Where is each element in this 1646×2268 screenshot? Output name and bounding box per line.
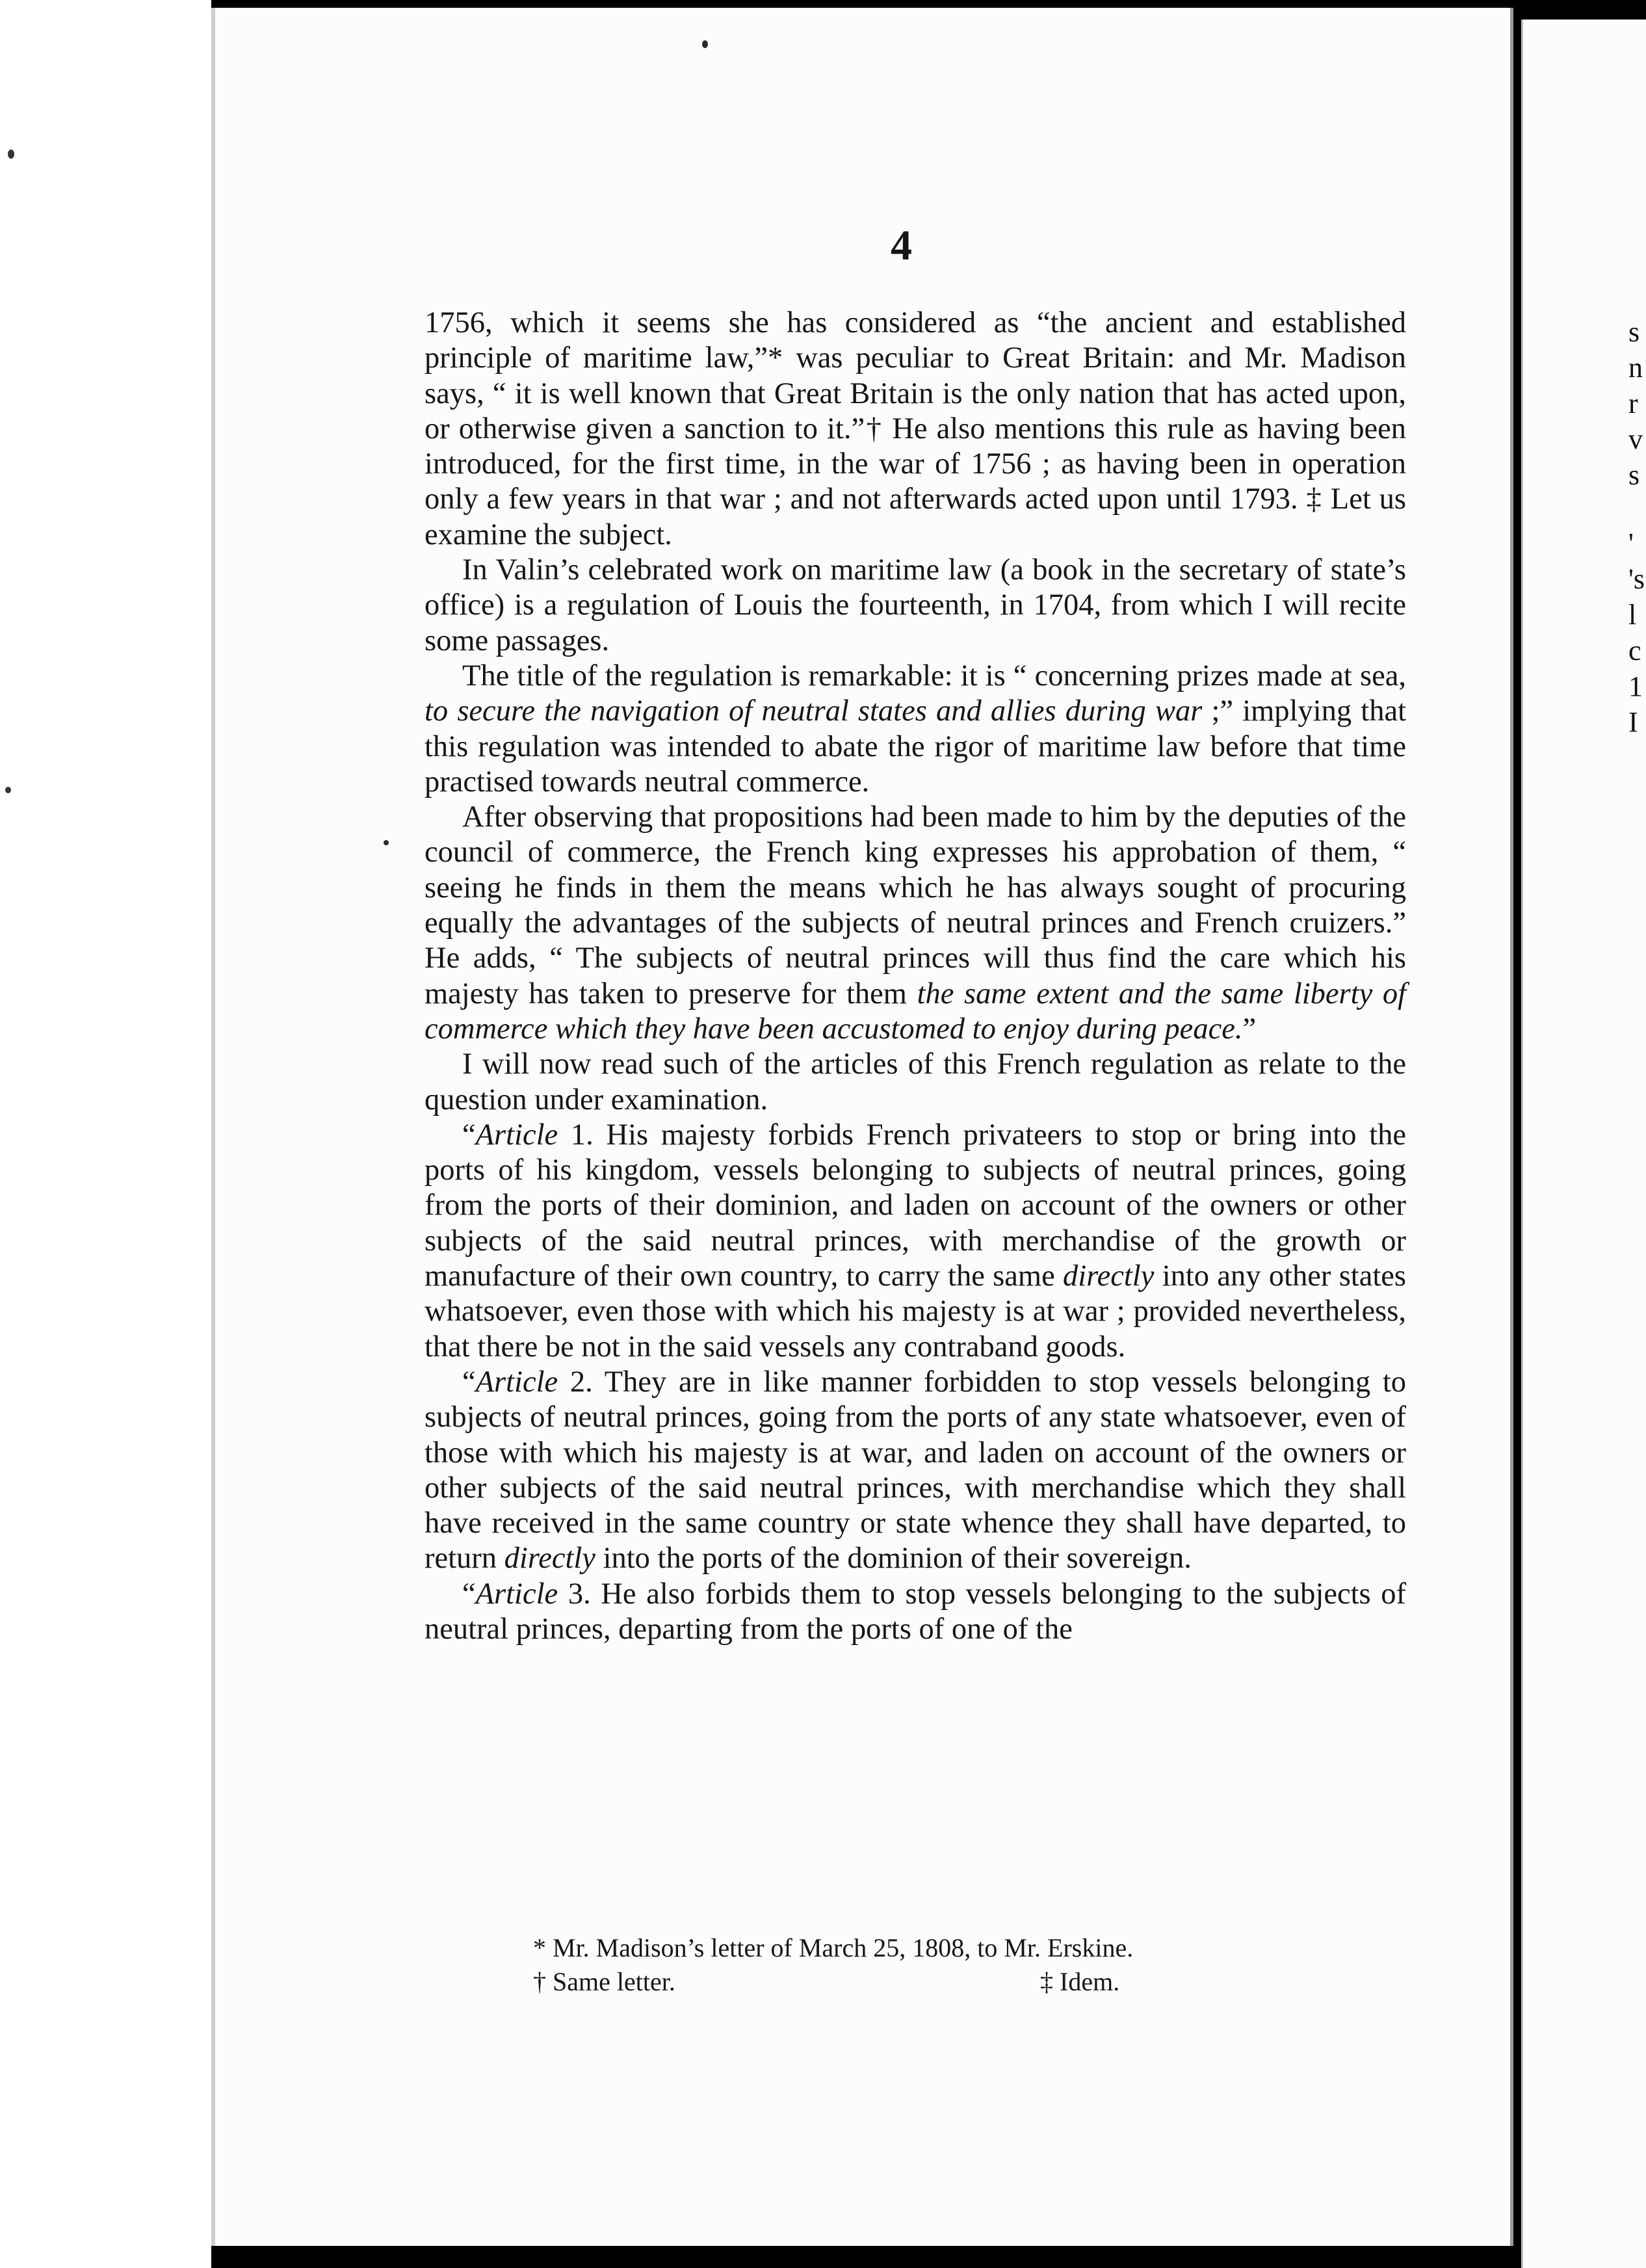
scan-speck: [702, 40, 708, 48]
scan-speck: [8, 150, 14, 159]
paragraph: I will now read such of the articles of this French regulation as relate to the question under examination.: [425, 1048, 1406, 1116]
paragraph: In Valin’s celebrated work on maritime law (a book in the secretary of state’s office) is a regulation of Louis the fourteenth, in 1704, from which I will recite some passages.: [425, 553, 1406, 657]
paragraph: The title of the regulation is remarkable: it is “ concerning prizes made at sea, to secure the navigation of neutral states and allies during war ;” implying that this regulation was intended to abate the rigor of maritime law before that time practised towards neutral commerce.: [425, 659, 1407, 798]
facing-page-fragment: c: [1628, 635, 1641, 666]
footnote-dagger: † Same letter.: [533, 1967, 675, 1996]
italic-phrase: the same extent and the same liberty of commerce which they have been accustomed to enjoy during peace.: [425, 977, 1406, 1046]
scan-margin: [0, 0, 211, 2268]
italic-phrase: directly: [1063, 1259, 1155, 1293]
facing-page-fragment: n: [1628, 352, 1643, 384]
article-3: “Article 3. He also forbids them to stop vessels belonging to the subjects of neutral princes, departing from the ports of one of the: [425, 1577, 1407, 1646]
paragraph: After observing that propositions had been made to him by the deputies of the council of commerce, the French king expresses his approbation of them, “ seeing he finds in them the means which he has always sought of procuring equally the advantages of the subjects of neutral princes and French cruizers.” He adds, “ The subjects of neutral princes will thus find the care which his majesty has taken to preserve for them the same extent and the same liberty of commerce which they have been accustomed to enjoy during peace.”: [425, 800, 1406, 1046]
footnote-star: * Mr. Madison’s letter of March 25, 1808, to Mr. Erskine.: [533, 1933, 1134, 1962]
italic-phrase: to secure the navigation of neutral states and allies during war: [425, 694, 1203, 728]
article-label: Article: [475, 1365, 558, 1399]
facing-page-fragment: l: [1628, 599, 1637, 631]
article-2: “Article 2. They are in like manner forbidden to stop vessels belonging to subjects of neutral princes, going from the ports of any state whatsoever, even of those with which his majesty is at war, and laden on account of the owners or other subjects of the said neutral princes, with merchandise which they shall have received in the same country or state whence they shall have departed, to return directly into the ports of the dominion of their sovereign.: [425, 1365, 1406, 1576]
scan-speck: [384, 840, 389, 845]
facing-page-fragment: ': [1628, 527, 1634, 559]
facing-page-fragment: r: [1628, 388, 1638, 419]
facing-page-fragment: v: [1628, 423, 1643, 455]
footnote-double-dagger: ‡ Idem.: [1040, 1967, 1120, 1996]
facing-page-fragment: 's: [1628, 563, 1645, 595]
article-label: Article: [475, 1118, 558, 1152]
article-1: “Article 1. His majesty forbids French privateers to stop or bring into the ports of his kingdom, vessels belonging to subjects of neutral princes, going from the ports of their dominion, and laden on account of the owners or other subjects of the said neutral princes, with merchandise of the growth or manufacture of their own country, to carry the same directly into any other states whatsoever, even those with which his majesty is at war ; provided nevertheless, that there be not in the said vessels any contraband goods.: [425, 1118, 1407, 1364]
article-label: Article: [475, 1577, 558, 1611]
scan-speck: [5, 787, 11, 793]
body-text: [425, 306, 1406, 1647]
italic-phrase: directly: [504, 1542, 595, 1576]
facing-page-edge: [1521, 20, 1646, 2268]
page-number: 4: [891, 222, 912, 269]
facing-page-fragment: s: [1628, 316, 1640, 348]
paragraph: 1756, which it seems she has considered as “the ancient and established principle of maritime law,”* was peculiar to Great Britain: and Mr. Madison says, “ it is well known that Great Britain is the only nation that has acted upon, or otherwise given a sanction to it.”† He also mentions this rule as having been introduced, for the first time, in the war of 1756 ; as having been in operation only a few years in that war ; and not afterwards acted upon until 1793. ‡ Let us examine the subject.: [425, 306, 1406, 551]
facing-page-fragment: I: [1628, 706, 1638, 738]
facing-page-fragment: 1: [1628, 670, 1643, 702]
facing-page-fragment: s: [1628, 459, 1640, 491]
